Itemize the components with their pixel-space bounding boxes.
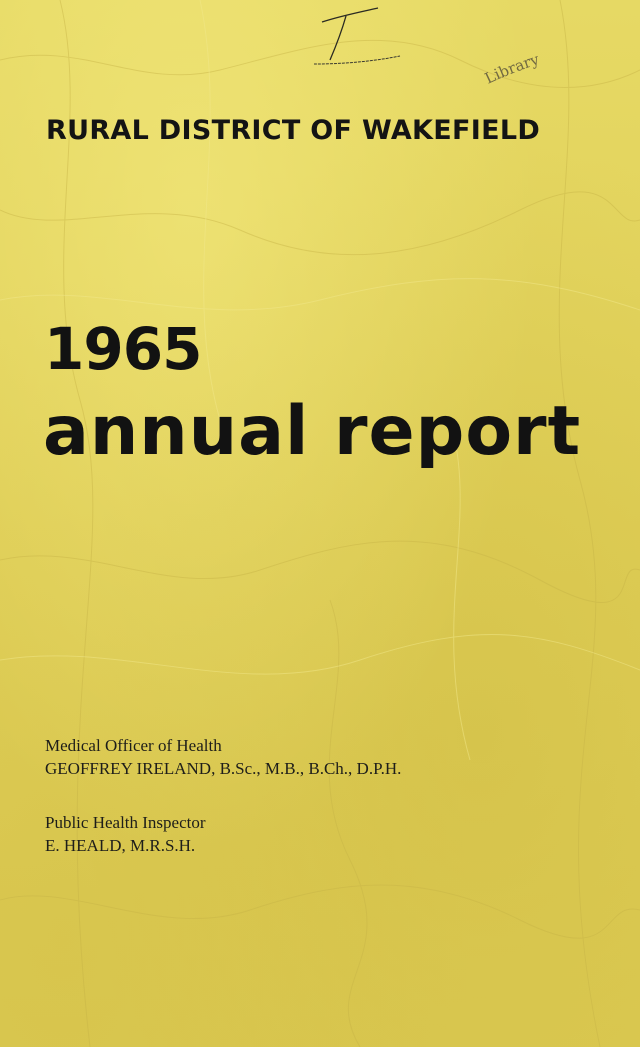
medical-officer-credit (45, 734, 401, 780)
report-year: 1965 (44, 315, 202, 383)
health-inspector-role: Public Health Inspector (45, 813, 206, 832)
health-inspector-credit (45, 811, 206, 857)
svg-text:Library (482, 50, 542, 88)
library-stamp-text: Library (482, 50, 542, 88)
medical-officer-name: GEOFFREY IRELAND, B.Sc., M.B., B.Ch., D.P.H. (45, 759, 402, 778)
medical-officer-role: Medical Officer of Health (45, 736, 222, 755)
library-stamp (480, 48, 560, 92)
handwritten-mark (300, 2, 410, 72)
report-title: annual report (43, 392, 582, 471)
district-title: RURAL DISTRICT OF WAKEFIELD (46, 115, 541, 146)
health-inspector-name: E. HEALD, M.R.S.H. (45, 836, 196, 855)
